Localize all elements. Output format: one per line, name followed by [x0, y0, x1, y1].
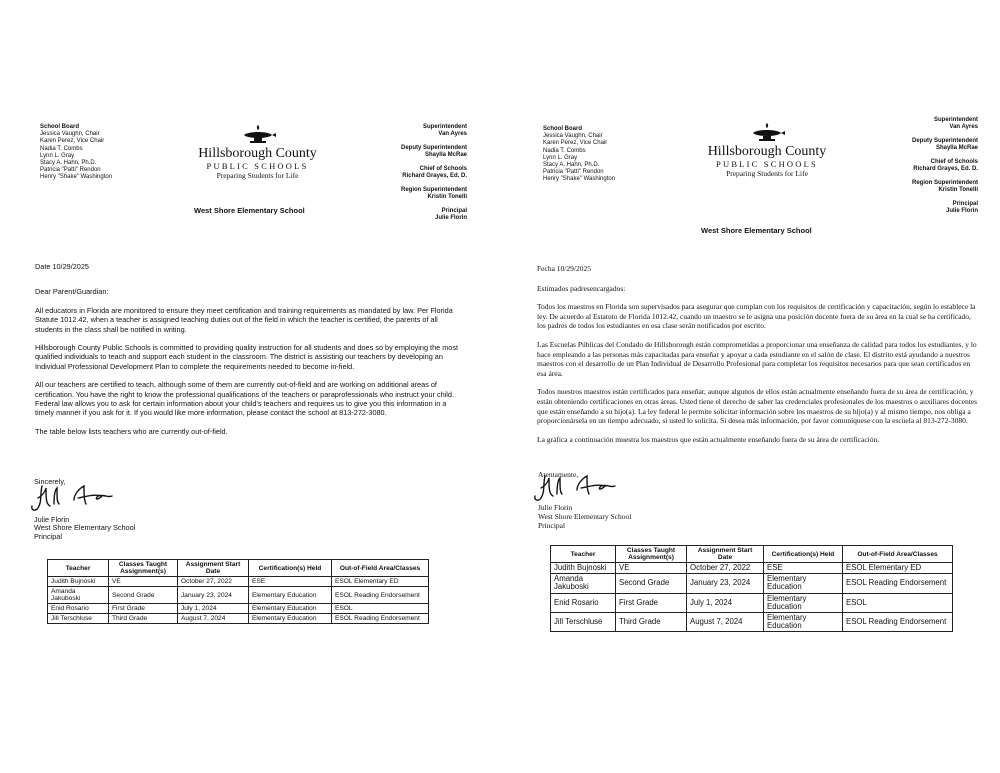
school-name: West Shore Elementary School — [194, 206, 305, 215]
school-name: West Shore Elementary School — [701, 226, 812, 235]
signer-name: Julie Florin — [34, 515, 70, 524]
table-cell: July 1, 2024 — [687, 593, 764, 612]
admin-title: Deputy Superintendent — [911, 138, 978, 144]
signature-block — [538, 503, 631, 530]
admin-title: Principal — [441, 208, 467, 214]
board-member: Stacy A. Hahn, Ph.D. — [543, 162, 600, 169]
salutation: Estimados padresencargados: — [537, 283, 626, 293]
board-member: Lynn L. Gray — [40, 152, 75, 159]
table-cell: Amanda Jakuboski — [551, 574, 616, 593]
column-header: Out-of-Field Area/Classes — [332, 560, 429, 577]
signer-title: Principal — [34, 531, 62, 541]
table-cell: Judith Bujnoski — [48, 577, 109, 587]
admin-title: Chief of Schools — [419, 166, 467, 172]
table-cell: First Grade — [616, 593, 687, 612]
district-name: Hillsborough County — [707, 144, 827, 159]
table-cell: Amanda Jakuboski — [48, 587, 109, 604]
paragraph: All our teachers are certified to teach, although some of them are currently out-of-field and are working on additional areas of certification. You have the right to know the professional qualifications of the teachers or paraprofessionals who instruct your child. Federal law allows you to ask for certain information about your child's teachers and requires us to give you this information in a timely manner if you ask for it. If you would like more information, please contact the school at 813-272-3080. — [35, 380, 454, 418]
table-cell: VE — [616, 563, 687, 574]
district-subtitle: PUBLIC SCHOOLS — [716, 159, 818, 169]
admin-name: Kristin Tonelli — [938, 187, 978, 193]
district-name: Hillsborough County — [198, 146, 317, 161]
paragraph: The table below lists teachers who are currently out-of-field. — [35, 426, 228, 436]
salutation: Dear Parent/Guardian: — [35, 287, 109, 297]
table-cell: July 1, 2024 — [178, 604, 249, 614]
table-cell: ESOL Reading Endorsement — [332, 587, 429, 604]
signature-icon — [28, 484, 128, 514]
out-of-field-table — [550, 545, 953, 632]
admin-name: Shaylla McRae — [935, 145, 978, 151]
column-header: Assignment Start Date — [178, 560, 249, 577]
closing: Atentamente, — [538, 470, 579, 479]
table-cell: Jill Terschluse — [551, 613, 616, 632]
board-member: Patricia "Patti" Rendon — [543, 169, 604, 176]
board-member: Nadia T. Combs — [40, 145, 83, 152]
table-header-row — [551, 546, 953, 563]
table-cell: Judith Bujnoski — [551, 563, 616, 574]
admin-title: Region Superintendent — [912, 180, 978, 186]
admin-title: Deputy Superintendent — [400, 145, 467, 151]
column-header: Teacher — [48, 560, 109, 577]
table-cell: Second Grade — [616, 574, 687, 593]
board-member: Lynn L. Gray — [543, 154, 578, 161]
admin-title: Superintendent — [422, 124, 467, 130]
board-member: Henry "Shake" Washington — [543, 176, 616, 183]
closing: Sincerely, — [34, 477, 66, 486]
table-cell: Third Grade — [616, 613, 687, 632]
paragraph: Las Escuelas Públicas del Condado de Hillsborough están comprometidas a proporcionar una enseñanza de calidad para todos los estudiantes, y lo hace empleando a las personas más capacitadas para enseñar y apoyar a cada estudiante en el salón de clase. El distrito está ayudando a nuestros maestros con el desarrollo de un Plan Individual de Desarrollo Profesional para completar los requisitos necesarios para que sean certificados en esa área. — [537, 339, 977, 378]
letter-date: Date 10/29/2025 — [35, 262, 89, 271]
admin-title: Chief of Schools — [930, 159, 978, 165]
administration-list — [327, 124, 467, 222]
letter-spanish — [505, 0, 1000, 773]
table-cell: Third Grade — [109, 614, 178, 624]
signature-block — [34, 516, 135, 541]
table-cell: ESOL Reading Endorsement — [332, 614, 429, 624]
school-board-heading: School Board — [40, 124, 80, 130]
board-member: Jessica Vaughn, Chair — [40, 131, 100, 138]
column-header: Classes Taught Assignment(s) — [109, 560, 178, 577]
table-row — [551, 593, 953, 612]
admin-name: Richard Grayes, Ed. D. — [913, 166, 978, 172]
board-member: Stacy A. Hahn, Ph.D. — [40, 160, 97, 167]
table-cell: Elementary Education — [249, 587, 332, 604]
table-cell: VE — [109, 577, 178, 587]
table-cell: ESOL Reading Endorsement — [843, 613, 953, 632]
column-header: Classes Taught Assignment(s) — [616, 546, 687, 563]
administration-list — [838, 117, 978, 215]
admin-name: Julie Florin — [945, 208, 978, 214]
table-row — [551, 574, 953, 593]
table-cell: ESOL — [843, 593, 953, 612]
board-member: Henry "Shake" Washington — [40, 174, 113, 181]
signer-title: Principal — [538, 521, 566, 530]
column-header: Certification(s) Held — [249, 560, 332, 577]
admin-name: Van Ayres — [949, 124, 978, 130]
admin-title: Region Superintendent — [401, 187, 467, 193]
board-member: Karen Perez, Vice Chair — [543, 140, 608, 147]
table-cell: Elementary Education — [764, 574, 843, 593]
letter-english — [0, 0, 490, 773]
table-cell: First Grade — [109, 604, 178, 614]
letter-date: Fecha 10/29/2025 — [537, 264, 591, 273]
board-member: Karen Perez, Vice Chair — [40, 138, 105, 145]
admin-name: Kristin Tonelli — [427, 194, 467, 200]
table-cell: January 23, 2024 — [178, 587, 249, 604]
table-cell: October 27, 2022 — [178, 577, 249, 587]
district-logo — [683, 121, 851, 179]
board-member: Nadia T. Combs — [543, 147, 586, 154]
table-cell: ESE — [764, 563, 843, 574]
letter-body-en — [35, 262, 467, 445]
school-board-list — [543, 126, 615, 184]
admin-title: Superintendent — [933, 117, 978, 123]
out-of-field-table — [47, 559, 429, 624]
admin-name: Richard Grayes, Ed. D. — [402, 173, 467, 179]
table-cell: ESOL — [332, 604, 429, 614]
paragraph: All educators in Florida are monitored to ensure they meet certification and training requirements as mandated by law. Per Florida Statute 1012.42, when a teacher is assigned teaching duties out of the field in which the teacher is certified, the parents of all students in the class shall be notified in writing. — [35, 305, 453, 334]
lamp-of-learning-icon — [747, 121, 787, 143]
admin-name: Julie Florin — [434, 215, 467, 221]
district-tagline: Preparing Students for Life — [216, 171, 299, 180]
signer-school: West Shore Elementary School — [538, 512, 632, 521]
signer-school: West Shore Elementary School — [34, 523, 136, 533]
table-row — [48, 604, 429, 614]
letter-body-es — [537, 264, 981, 453]
column-header: Certification(s) Held — [764, 546, 843, 563]
district-tagline: Preparing Students for Life — [726, 169, 808, 178]
table-row — [48, 614, 429, 624]
signer-name: Julie Florin — [538, 503, 573, 512]
board-member: Patricia "Patti" Rendon — [40, 167, 101, 174]
lamp-of-learning-icon — [238, 123, 278, 145]
table-cell: Elementary Education — [764, 613, 843, 632]
table-cell: Jill Terschluse — [48, 614, 109, 624]
table-cell: October 27, 2022 — [687, 563, 764, 574]
district-subtitle: PUBLIC SCHOOLS — [206, 161, 309, 171]
board-member: Jessica Vaughn, Chair — [543, 133, 603, 140]
paragraph: La gráfica a continuación muestra los maestros que están actualmente enseñando fuera de su área de certificación. — [537, 434, 880, 444]
signature-icon — [531, 474, 631, 504]
table-cell: Enid Rosario — [551, 593, 616, 612]
table-cell: January 23, 2024 — [687, 574, 764, 593]
table-cell: August 7, 2024 — [687, 613, 764, 632]
table-cell: ESOL Elementary ED — [843, 563, 953, 574]
admin-title: Principal — [952, 201, 978, 207]
table-cell: Elementary Education — [249, 604, 332, 614]
column-header: Assignment Start Date — [687, 546, 764, 563]
table-cell: ESOL Reading Endorsement — [843, 574, 953, 593]
district-logo — [175, 123, 340, 181]
table-cell: ESE — [249, 577, 332, 587]
table-cell: Elementary Education — [764, 593, 843, 612]
column-header: Teacher — [551, 546, 616, 563]
table-row — [551, 563, 953, 574]
table-row — [551, 613, 953, 632]
school-board-list — [40, 124, 112, 182]
table-cell: August 7, 2024 — [178, 614, 249, 624]
paragraph: Todos nuestros maestros están certificados para enseñar, aunque algunos de ellos están actualmente enseñando fuera de su área de certificación, y están obteniendo certificaciones en otras áreas. Usted tiene el derecho de saber las credenciales profesionales de los maestros o auxiliares docentes que están enseñando a su hijo(a). La ley federal le permite solicitar información sobre los maestros de su hijo(a) y al mismo tiempo, nos obliga a proporcionársela en un tiempo adecuado, si usted lo solicita. Si desea más información, por favor comuníquese con la escuela al 813-272-3080. — [537, 387, 978, 426]
paragraph: Hillsborough County Public Schools is committed to providing quality instruction for all students and does so by employing the most qualified individuals to teach and support each student in the classroom. The district is assisting our teachers by developing an Individual Professional Development Plan to complete the requirements needed to become in-field. — [35, 343, 459, 371]
admin-name: Van Ayres — [438, 131, 467, 137]
table-cell: Enid Rosario — [48, 604, 109, 614]
paragraph: Todos los maestros en Florida son supervisados para asegurar que cumplan con los requisitos de certificación y capacitación, según lo establece la ley. De acuerdo al Estatuto de Florida 1012.42, cuando un maestro se le asigna una posición docente fuera de su área en la cual se ha certificado, los padres de todos los estudiantes en esa clase serán notificados por escrito. — [537, 302, 976, 331]
school-board-heading: School Board — [543, 126, 583, 132]
column-header: Out-of-Field Area/Classes — [843, 546, 953, 563]
table-cell: Elementary Education — [249, 614, 332, 624]
table-row — [48, 587, 429, 604]
table-row — [48, 577, 429, 587]
table-cell: ESOL Elementary ED — [332, 577, 429, 587]
table-cell: Second Grade — [109, 587, 178, 604]
admin-name: Shaylla McRae — [424, 152, 467, 158]
table-header-row — [48, 560, 429, 577]
